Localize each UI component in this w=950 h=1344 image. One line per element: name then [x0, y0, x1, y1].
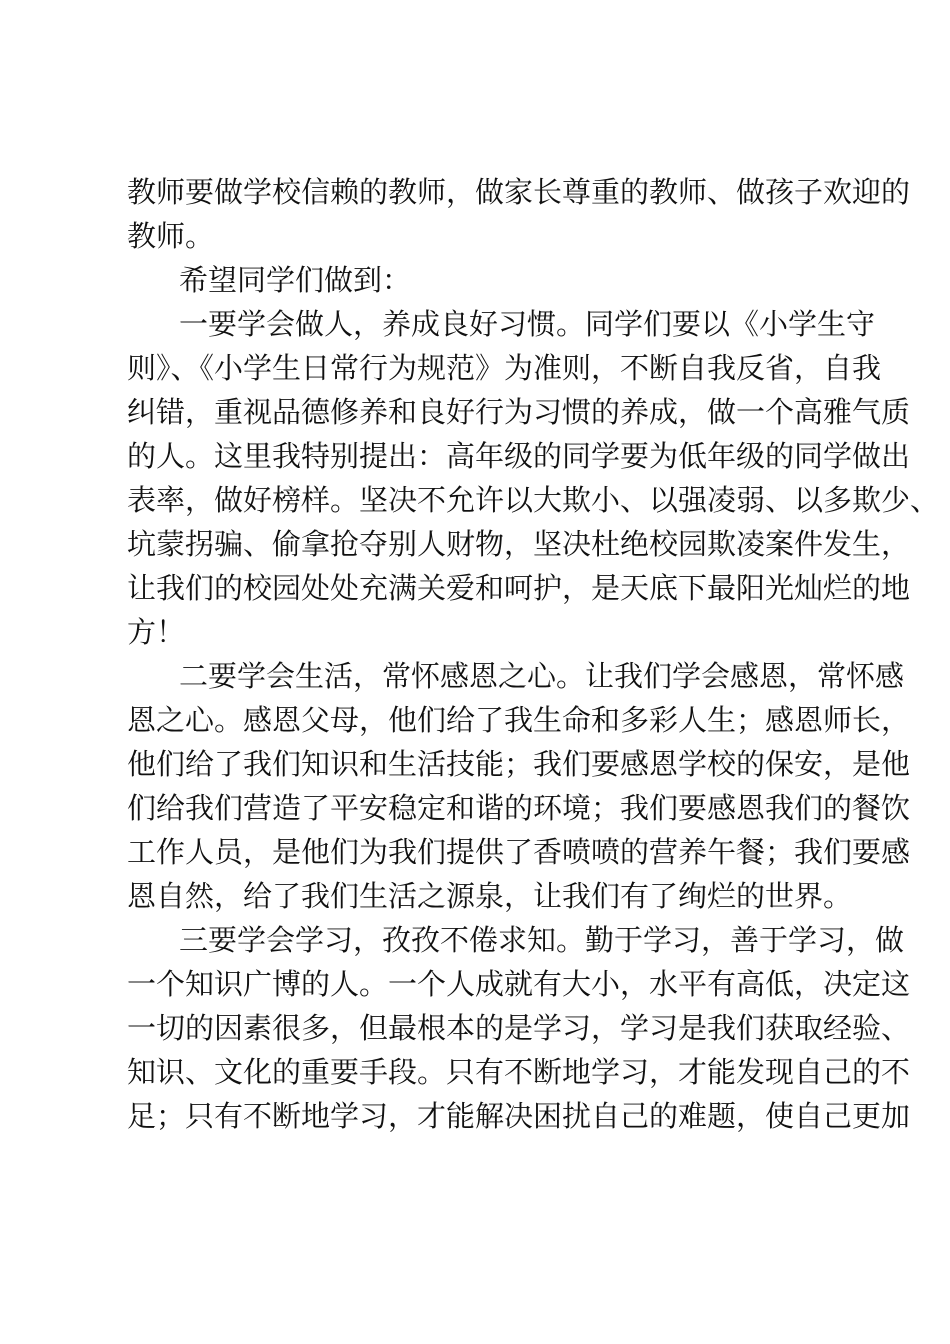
- text-line: 一个知识广博的人。一个人成就有大小，水平有高低，决定这: [127, 967, 911, 1001]
- text-line: 让我们的校园处处充满关爱和呵护，是天底下最阳光灿烂的地: [127, 571, 911, 605]
- document-body: [127, 170, 940, 1138]
- text-line: 纠错，重视品德修养和良好行为习惯的养成，做一个高雅气质: [127, 395, 911, 429]
- text-line: 恩之心。感恩父母，他们给了我生命和多彩人生；感恩师长，: [127, 703, 911, 737]
- text-line: 坑蒙拐骗、偷拿抢夺别人财物，坚决杜绝校园欺凌案件发生，: [127, 527, 911, 561]
- text-line: 恩自然，给了我们生活之源泉，让我们有了绚烂的世界。: [127, 879, 853, 913]
- text-line: 的人。这里我特别提出：高年级的同学要为低年级的同学做出: [127, 439, 911, 473]
- text-line: 知识、文化的重要手段。只有不断地学习，才能发现自己的不: [127, 1055, 911, 1089]
- paragraph-first-line: 希望同学们做到：: [179, 263, 412, 297]
- text-line: 他们给了我们知识和生活技能；我们要感恩学校的保安，是他: [127, 747, 911, 781]
- text-line: 足；只有不断地学习，才能解决困扰自己的难题，使自己更加: [127, 1099, 911, 1133]
- paragraph-first-line: 一要学会做人，养成良好习惯。同学们要以《小学生守: [179, 307, 876, 341]
- text-line: 则》、《小学生日常行为规范》为准则，不断自我反省，自我: [127, 351, 882, 385]
- text-line: 教师。: [127, 219, 215, 253]
- text-line: 表率，做好榜样。坚决不允许以大欺小、以强凌弱、以多欺少、: [127, 483, 940, 517]
- text-line: 教师要做学校信赖的教师，做家长尊重的教师、做孩子欢迎的: [127, 175, 911, 209]
- paragraph-first-line: 三要学会学习，孜孜不倦求知。勤于学习，善于学习，做: [179, 923, 905, 957]
- text-line: 方！: [127, 615, 186, 649]
- text-line: 一切的因素很多，但最根本的是学习，学习是我们获取经验、: [127, 1011, 911, 1045]
- text-line: 们给我们营造了平安稳定和谐的环境；我们要感恩我们的餐饮: [127, 791, 911, 825]
- text-line: 工作人员，是他们为我们提供了香喷喷的营养午餐；我们要感: [127, 835, 911, 869]
- paragraph-first-line: 二要学会生活，常怀感恩之心。让我们学会感恩，常怀感: [179, 659, 905, 693]
